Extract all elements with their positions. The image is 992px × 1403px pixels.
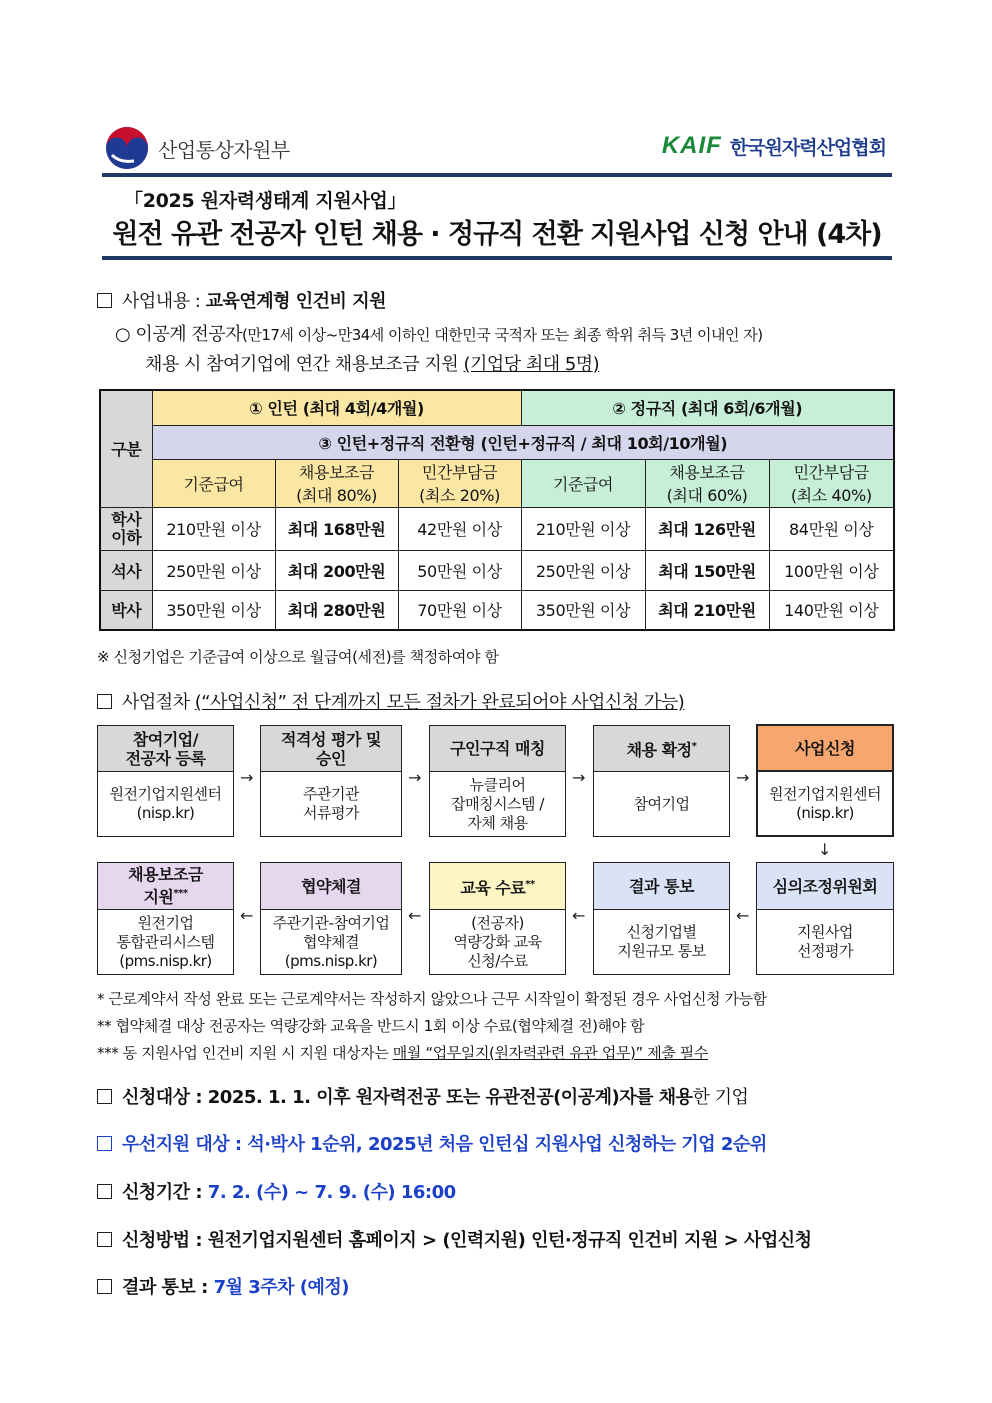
col-subsidy-regular: 채용보조금 (최대 60%) — [645, 459, 769, 507]
arrow-down-icon: ↓ — [818, 840, 832, 859]
target-line: 신청대상 : 2025. 1. 1. 이후 원자력전공 또는 유관전공(이공계)자를 채용한 기업 — [97, 1083, 748, 1109]
step-eligibility: 적격성 평가 및 승인 주관기관 서류평가 — [260, 725, 402, 837]
procedure-line: 사업절차 (“사업신청” 전 단계까지 모든 절차가 완료되어야 사업신청 가능) — [97, 688, 684, 714]
arrow-right-icon: → — [408, 768, 422, 787]
arrow-right-icon: → — [736, 768, 750, 787]
table-row: 석사 250만원 이상 최대 200만원 50만원 이상 250만원 이상 최대 150만원 100만원 이상 — [100, 550, 894, 590]
checkbox-icon — [97, 1136, 112, 1151]
header-top-bar — [102, 173, 892, 177]
step-result-notice: 결과 통보 신청기업별 지원규모 통보 — [593, 862, 730, 975]
col-base-salary: 기준급여 — [152, 459, 275, 507]
arrow-left-icon: ← — [408, 906, 422, 925]
table-row: 박사 350만원 이상 최대 280만원 70만원 이상 350만원 이상 최대 210만원 140만원 이상 — [100, 590, 894, 630]
header-bottom-bar — [102, 256, 892, 260]
step-agreement: 협약체결 주관기관-참여기업 협약체결 (pms.nisp.kr) — [260, 862, 402, 975]
table-row: 학사 이하 210만원 이상 최대 168만원 42만원 이상 210만원 이상 최대 126만원 84만원 이상 — [100, 507, 894, 550]
step-matching: 구인구직 매칭 뉴클리어 잡매칭시스템 / 자체 채용 — [429, 725, 566, 837]
kaif-name: 한국원자력산업협회 — [729, 136, 886, 159]
footnote-3: *** 동 지원사업 인건비 지원 시 지원 대상자는 매월 “업무일지(원자력관련 유관 업무)” 제출 필수 — [97, 1044, 708, 1062]
subsidy-line: 채용 시 참여기업에 연간 채용보조금 지원 (기업당 최대 5명) — [145, 354, 600, 375]
step-application: 사업신청 원전기업지원센터 (nisp.kr) — [756, 724, 894, 837]
step-hiring-confirm: 채용 확정* 참여기업 — [593, 725, 730, 837]
checkbox-icon — [97, 1232, 112, 1247]
intern-header: ① 인턴 (최대 4회/4개월) — [152, 390, 521, 425]
checkbox-icon — [97, 1279, 112, 1294]
col-private-intern: 민간부담금 (최소 20%) — [398, 459, 521, 507]
result-line: 결과 통보 : 7월 3주차 (예정) — [97, 1273, 349, 1299]
eligibility-line: ○ 이공계 전공자(만17세 이상~만34세 이하인 대한민국 국적자 또는 최종 학위 취득 3년 이내인 자) — [115, 324, 763, 345]
checkbox-icon — [97, 694, 112, 709]
checkbox-icon — [97, 293, 112, 308]
method-line: 신청방법 : 원전기업지원센터 홈페이지 > (인력지원) 인턴·정규직 인건비 지원 > 사업신청 — [97, 1226, 812, 1252]
col-subsidy-intern: 채용보조금 (최대 80%) — [275, 459, 398, 507]
step-subsidy-payment: 채용보조금 지원*** 원전기업 통합관리시스템 (pms.nisp.kr) — [97, 862, 234, 975]
conversion-header: ③ 인턴+정규직 전환형 (인턴+정규직 / 최대 10회/10개월) — [152, 425, 894, 459]
period-line: 신청기간 : 7. 2. (수) ~ 7. 9. (수) 16:00 — [97, 1178, 456, 1204]
taegeuk-icon — [104, 125, 150, 171]
step-education: 교육 수료** (전공자) 역량강화 교육 신청/수료 — [429, 862, 566, 975]
arrow-right-icon: → — [572, 768, 586, 787]
priority-line: 우선지원 대상 : 석·박사 1순위, 2025년 처음 인턴십 지원사업 신청하는 기업 2순위 — [97, 1130, 767, 1156]
arrow-left-icon: ← — [572, 906, 586, 925]
program-subtitle: 「2025 원자력생태계 지원사업」 — [124, 190, 407, 212]
ministry-name: 산업통상자원부 — [158, 137, 290, 162]
checkbox-icon — [97, 1089, 112, 1104]
arrow-right-icon: → — [240, 768, 254, 787]
business-content-value: 교육연계형 인건비 지원 — [205, 291, 386, 312]
category-header: 구분 — [100, 390, 152, 507]
kaif-logo — [662, 132, 886, 160]
step-review-committee: 심의조정위원회 지원사업 선정평가 — [756, 862, 894, 975]
step-registration: 참여기업/ 전공자 등록 원전기업지원센터 (nisp.kr) — [97, 725, 234, 837]
footnote-2: ** 협약체결 대상 전공자는 역량강화 교육을 반드시 1회 이상 수료(협약체결 전)해야 함 — [97, 1017, 645, 1035]
arrow-left-icon: ← — [240, 906, 254, 925]
ministry-logo — [104, 125, 290, 171]
checkbox-icon — [97, 1184, 112, 1199]
table-note: ※ 신청기업은 기준급여 이상으로 월급여(세전)를 책정하여야 함 — [97, 648, 499, 666]
col-private-regular: 민간부담금 (최소 40%) — [769, 459, 894, 507]
kaif-mark: KAIF — [661, 132, 722, 159]
col-base-salary-2: 기준급여 — [521, 459, 645, 507]
footnote-1: * 근로계약서 작성 완료 또는 근로계약서는 작성하지 않았으나 근무 시작일이 확정된 경우 사업신청 가능함 — [97, 990, 767, 1008]
regular-header: ② 정규직 (최대 6회/6개월) — [521, 390, 894, 425]
arrow-left-icon: ← — [736, 906, 750, 925]
business-content-line: 사업내용 : 교육연계형 인건비 지원 — [97, 287, 386, 313]
page-title: 원전 유관 전공자 인턴 채용 · 정규직 전환 지원사업 신청 안내 (4차) — [112, 219, 882, 250]
support-table — [99, 389, 895, 631]
